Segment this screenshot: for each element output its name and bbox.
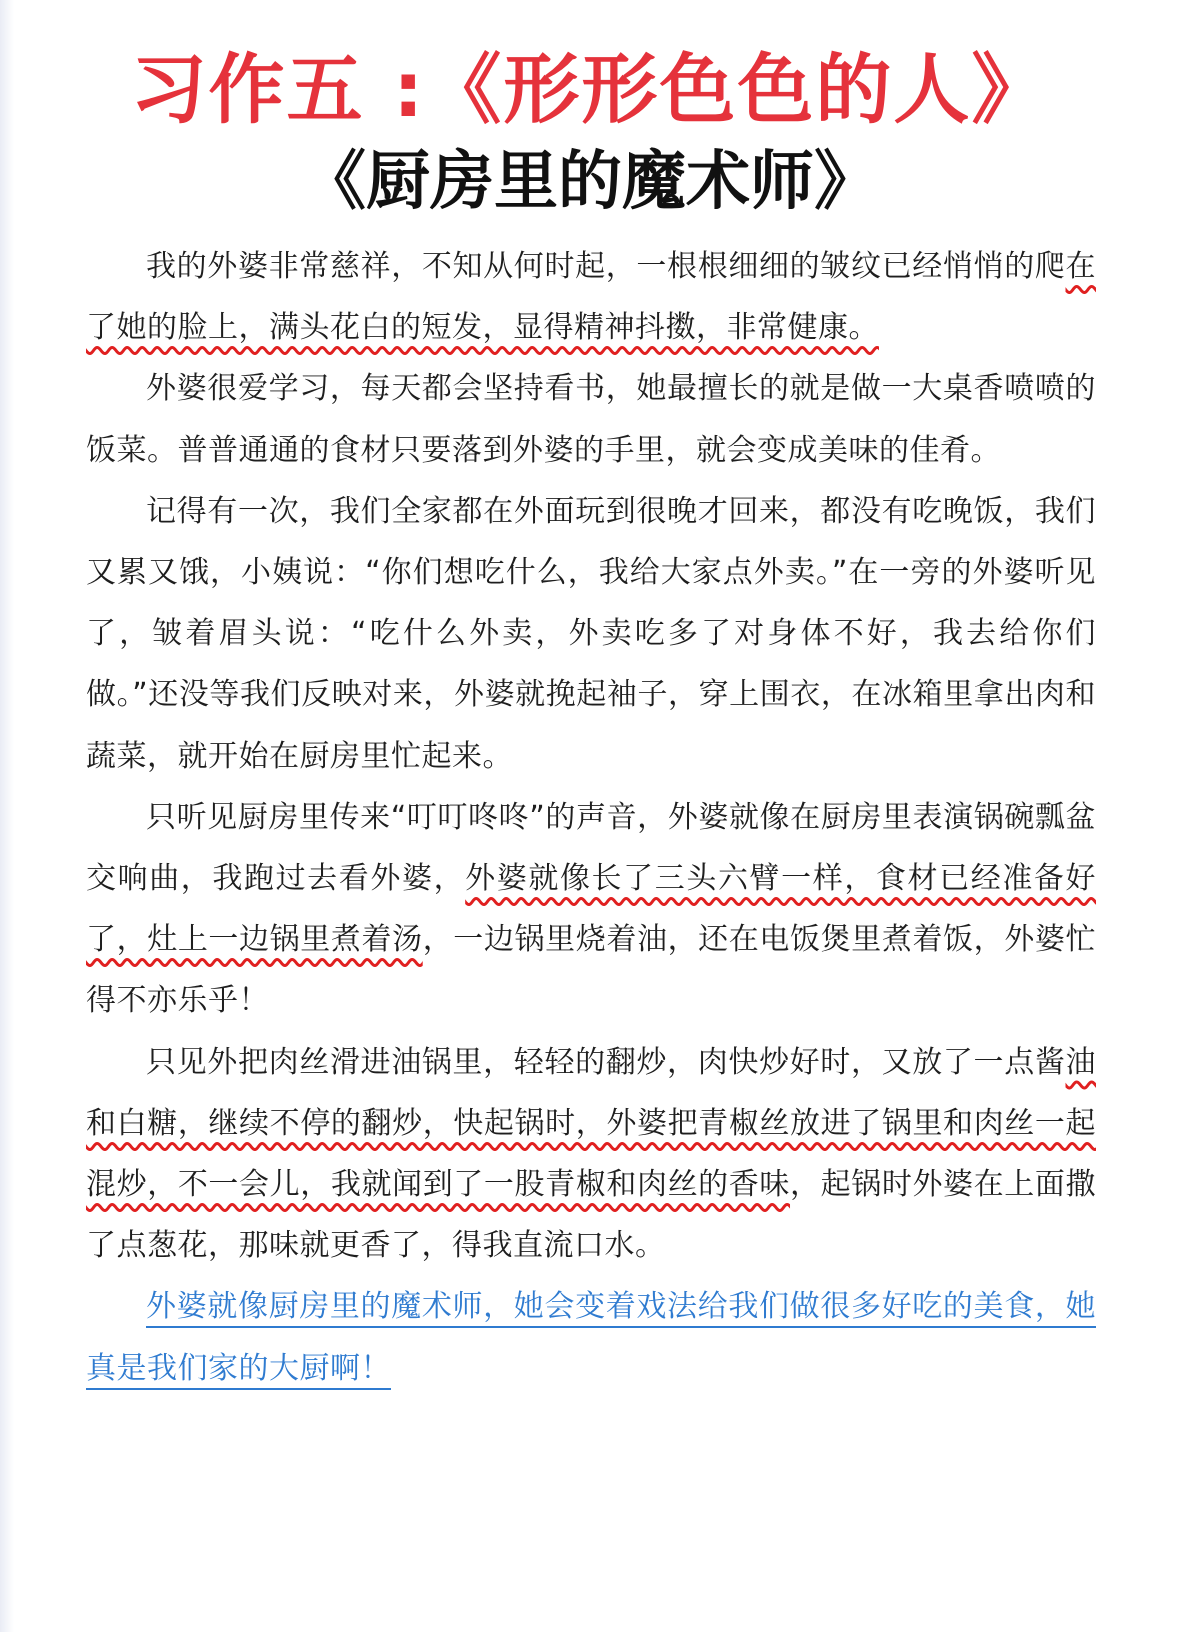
paragraph-1 [86, 236, 1096, 358]
paragraph-4 [86, 787, 1096, 1032]
paragraph-4-highlight: 外婆就像长了三头六臂一样，食材已经准备好了，灶上一边锅里煮着汤 [86, 861, 1097, 958]
essay-body [86, 236, 1096, 1399]
paragraph-1-highlight: 在了她的脸上，满头花白的短发，显得精神抖擞，非常健康。 [86, 249, 1096, 346]
paragraph-5-highlight: 油和白糖，继续不停的翻炒，快起锅时，外婆把青椒丝放进了锅里和肉丝一起混炒，不一会儿，我就闻到了一股青椒和肉丝的香味 [86, 1044, 1096, 1203]
paragraph-6-closing [86, 1276, 1096, 1398]
paragraph-4-text-end: ，一边锅里烧着油，还在电饭煲里煮着饭，外婆忙得不亦乐乎！ [86, 922, 1096, 1019]
paragraph-5-text-end: ，起锅时外婆在上面撒了点葱花，那味就更香了，得我直流口水。 [86, 1167, 1096, 1264]
paragraph-1-text: 我的外婆非常慈祥，不知从何时起，一根根细细的皱纹已经悄悄的爬 [146, 249, 1066, 284]
paragraph-5-text-start: 只见外把肉丝滑进油锅里，轻轻的翻炒，肉快炒好时，又放了一点酱 [146, 1044, 1066, 1080]
essay-title: 《厨房里的魔术师》 [302, 145, 878, 219]
paragraph-3: 记得有一次，我们全家都在外面玩到很晚才回来，都没有吃晚饭，我们又累又饿，小姨说：“你们想吃什么，我给大家点外卖。”在一旁的外婆听见了，皱着眉头说：“吃什么外卖，外卖吃多了对身体不好，我去给你们做。”还没等我们反映对来，外婆就挽起袖子，穿上围衣，在冰箱里拿出肉和蔬菜，就开始在厨房里忙起来。 [86, 493, 1096, 774]
paragraph-2: 外婆很爱学习，每天都会坚持看书，她最擅长的就是做一大桌香喷喷的饭菜。普普通通的食材只要落到外婆的手里，就会变成美味的佳肴。 [86, 371, 1096, 468]
paragraph-4-text-start: 只听见厨房里传来“叮叮咚咚”的声音，外婆就像在厨房里表演锅碗瓢盆交响曲，我跑过去看外婆， [86, 799, 1096, 897]
closing-sentence: 外婆就像厨房里的魔术师，她会变着戏法给我们做很多好吃的美食，她真是我们家的大厨啊！ [86, 1289, 1096, 1386]
page-title: 习作五 :《形形色色的人》 [130, 45, 1050, 134]
page-edge-shadow [0, 0, 14, 1632]
paragraph-5 [86, 1032, 1096, 1277]
